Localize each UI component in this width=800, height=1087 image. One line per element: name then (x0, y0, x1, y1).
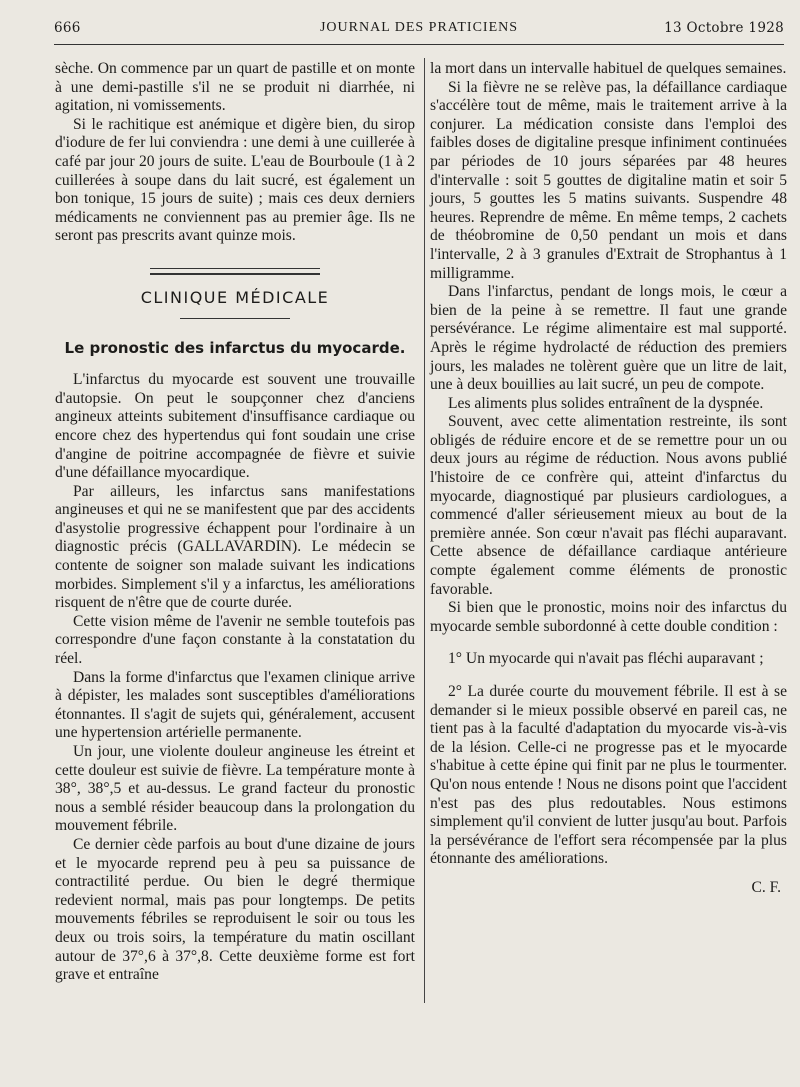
author-signature: C. F. (751, 878, 781, 896)
left-column (55, 60, 415, 985)
header-rule (54, 44, 784, 46)
right-column (430, 60, 787, 898)
condition-item-1: 1° Un myocarde qui n'avait pas fléchi auparavant ; (448, 650, 764, 668)
section-rule (150, 268, 320, 275)
paragraph: Dans l'infarctus, pendant de longs mois, le cœur a bien de la peine à se remettre. Il faut une grande persévérance. Le régime alimentaire est mal supporté. Après le régime hydrolacté de réduction des premiers jours, les malades ne tolèrent guère que un litre de lait, une à deux bouillies au lait sucré, un peu de compote. (430, 283, 787, 394)
article-title: Le pronostic des infarctus du myocarde. (64, 338, 406, 357)
condition-item-2: 2° La durée courte du mouvement fébrile. Il est à se demander si le mieux possible observé en pareil cas, ne tient pas à la faculté d'adaptation du myocarde vis-à-vis de la lésion. Celle-ci ne progresse pas et le myocarde s'habitue à cette épine qui finit par ne plus le tourmenter. Qu'on nous entende ! Nous ne disons point que l'accident n'est pas des plus redoutables. Nous estimons simplement qu'il convient de lutter jusqu'au bout. Parfois la persévérance de l'effort sera récompensée par la plus étonnante des améliorations. (430, 683, 787, 868)
paragraph: la mort dans un intervalle habituel de quelques semaines. (430, 60, 787, 77)
column-divider (424, 58, 425, 1003)
paragraph: Un jour, une violente douleur angineuse les étreint et cette douleur est suivie de fièvre. La température monte à 38°, 38°,5 et au-dessus. Le grand facteur du pronostic nous a semblé résider beaucoup dans la prolongation du mouvement fébrile. (55, 743, 415, 835)
section-underline (180, 318, 290, 319)
paragraph: Par ailleurs, les infarctus sans manifestations angineuses et qui ne se manifestent que par des accidents d'asystolie progressive échappent pour l'ordinaire à un diagnostic précis (GALLAVARDIN). Le médecin se contente de soigner son malade suivant les indications morbides. Simplement s'il y a infarctus, les améliorations risquent de n'être que de courte durée. (55, 482, 415, 612)
paragraph: Si la fièvre ne se relève pas, la défaillance cardiaque s'accélère tout de même, mais le traitement arrive à la conjurer. La médication consiste dans l'emploi des faibles doses de digitaline presque infiniment continuées par périodes de 10 jours séparées par 48 heures d'intervalle : soit 5 gouttes de digitaline matin et soir 5 jours, 5 gouttes les 5 matins suivants. Suspendre 48 heures. Reprendre de même. En même temps, 2 cachets de théobromine de 0,50 pendant un mois et dans l'intervalle, 2 à 3 granules d'Extrait de Strophantus à 1 milligramme. (430, 78, 787, 282)
running-header (54, 20, 784, 40)
page-number: 666 (54, 20, 81, 36)
issue-date: 13 Octobre 1928 (664, 20, 784, 36)
paragraph: L'infarctus du myocarde est souvent une trouvaille d'autopsie. On peut le soupçonner chez d'anciens angineux atteints subitement d'insuffisance cardiaque ou encore chez des hypertendus qui font soudain une crise d'angine de poitrine accompagnée de fièvre et suivie d'une défaillance myocardique. (55, 371, 415, 482)
journal-title: JOURNAL DES PRATICIENS (319, 20, 519, 35)
paragraph: Ce dernier cède parfois au bout d'une dizaine de jours et le myocarde reprend peu à peu sa puissance de contractilité perdue. Ou bien le degré thermique redevient normal, mais pas pour longtemps. De petits mouvements fébriles se reproduisent le soir ou tous les deux ou trois soirs, la température du matin oscillant autour de 37°,6 à 37°,8. Cette deuxième forme est fort grave et entraîne (55, 835, 415, 984)
paragraph: Si le rachitique est anémique et digère bien, du sirop d'iodure de fer lui conviendra : une demi à une cuillerée à café par jour 20 jours de suite. L'eau de Bourboule (1 à 2 cuillerées à soupe dans du lait sucré, est également un bon tonique, 15 jours de suite) ; mais ces deux derniers médicaments ne conviennent pas au premier âge. Ils ne seront pas prescrits avant quinze mois. (55, 115, 415, 245)
paragraph: sèche. On commence par un quart de pastille et on monte à une demi-pastille s'il ne se produit ni diarrhée, ni agitation, ni vomissements. (55, 60, 415, 115)
paragraph: Si bien que le pronostic, moins noir des infarctus du myocarde semble subordonné à cette double condition : (430, 599, 787, 635)
section-title: CLINIQUE MÉDICALE (140, 287, 330, 307)
paragraph: Dans la forme d'infarctus que l'examen clinique arrive à dépister, les malades sont susceptibles d'améliorations étonnantes. Il s'agit de sujets qui, généralement, accusent une hypertension artérielle permanente. (55, 668, 415, 742)
paragraph: Cette vision même de l'avenir ne semble toutefois pas correspondre d'une façon constante à la constatation du réel. (55, 612, 415, 668)
paragraph: Souvent, avec cette alimentation restreinte, ils sont obligés de réduire encore et de se remettre pour un ou deux jours au régime de réduction. Nous avons publié l'histoire de ce confrère qui, atteint d'infarctus du myocarde, diagnostiqué par plusieurs cardiologues, a commencé d'aller sérieusement mieux au bout de la première année. Son cœur n'avait pas fléchi auparavant. Cette absence de défaillance cardiaque antérieure compte également comme éléments de pronostic favorable. (430, 413, 787, 598)
paragraph: Les aliments plus solides entraînent de la dyspnée. (448, 394, 764, 412)
